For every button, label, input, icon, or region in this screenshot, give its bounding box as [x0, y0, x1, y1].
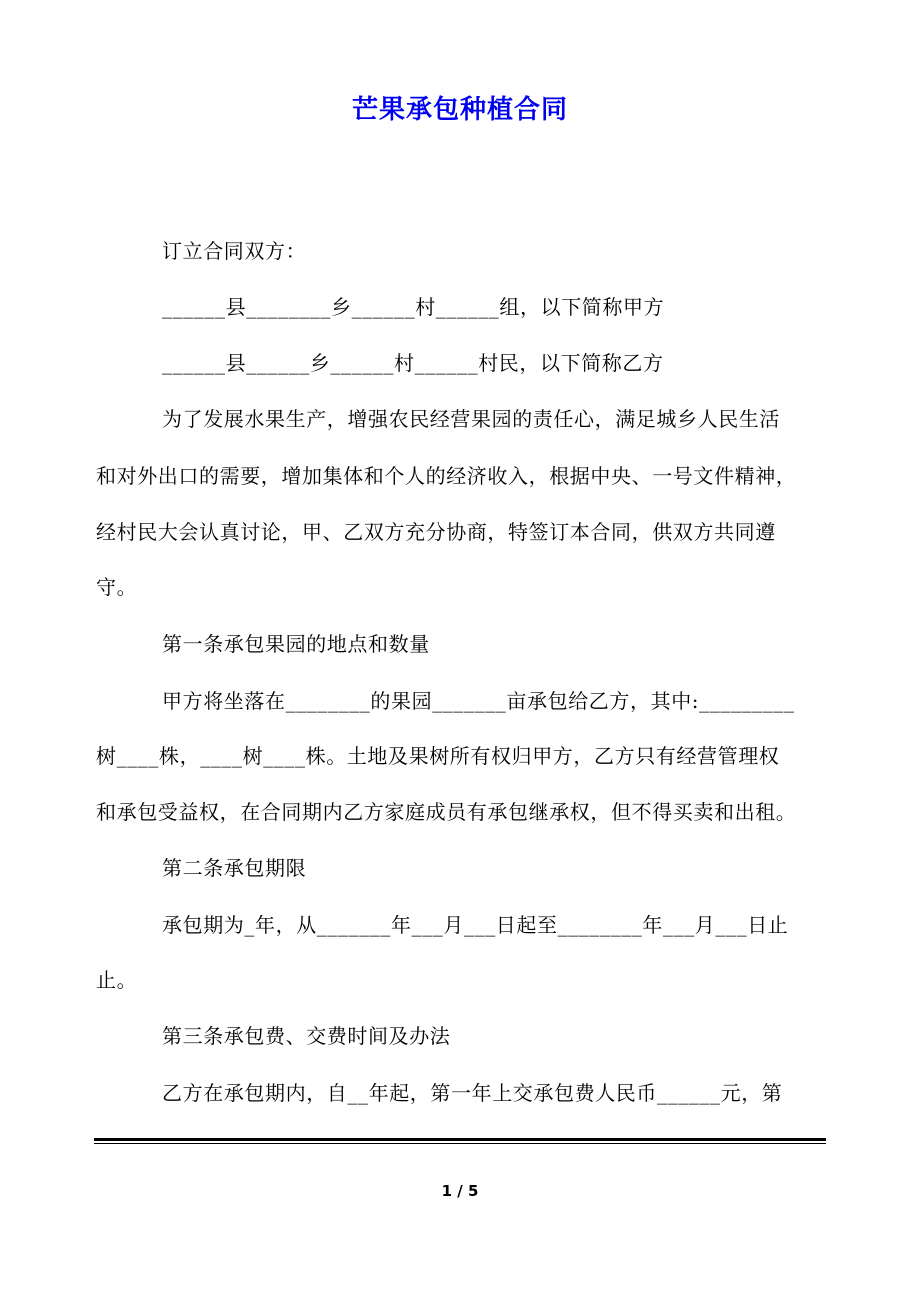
article-2-line-1: 承包期为_年，从_______年___月___日起至________年___月___日止: [162, 913, 789, 937]
preamble-line-4: 守。: [96, 575, 138, 599]
footer-divider: [94, 1138, 826, 1146]
parties-heading: 订立合同双方：: [162, 239, 307, 263]
article-1-line-3: 和承包受益权，在合同期内乙方家庭成员有承包继承权，但不得买卖和出租。: [96, 800, 797, 824]
article-3-line-1: 乙方在承包期内，自__年起，第一年上交承包费人民币______元，第: [162, 1081, 783, 1105]
article-2-heading: 第二条承包期限: [162, 856, 307, 880]
article-2-line-2: 止。: [96, 968, 138, 992]
article-1-line-2: 树____株，____树____株。土地及果树所有权归甲方，乙方只有经营管理权: [96, 744, 780, 768]
article-3-heading: 第三条承包费、交费时间及办法: [162, 1024, 451, 1048]
page-number: 1 / 5: [441, 1182, 479, 1200]
article-1-heading: 第一条承包果园的地点和数量: [162, 632, 430, 656]
preamble-line-1: 为了发展水果生产，增强农民经营果园的责任心，满足城乡人民生活: [162, 407, 780, 431]
footer-divider-thin: [94, 1143, 826, 1144]
party-a-line: ______县________乡______村______组，以下简称甲方: [162, 295, 665, 319]
document-title: 芒果承包种植合同: [351, 95, 568, 125]
party-b-line: ______县______乡______村______村民，以下简称乙方: [162, 351, 664, 375]
preamble-line-3: 经村民大会认真讨论，甲、乙双方充分协商，特签订本合同，供双方共同遵: [96, 520, 776, 544]
article-1-line-1: 甲方将坐落在________的果园_______亩承包给乙方，其中:_________: [162, 689, 795, 713]
footer-divider-thick: [94, 1138, 826, 1141]
preamble-line-2: 和对外出口的需要，增加集体和个人的经济收入，根据中央、一号文件精神，: [96, 464, 797, 488]
